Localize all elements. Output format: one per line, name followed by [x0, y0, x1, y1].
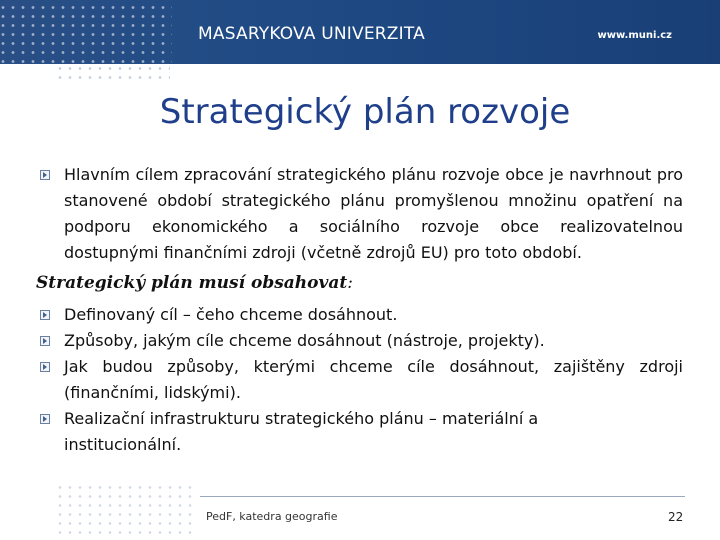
university-url: www.muni.cz — [597, 30, 672, 41]
list-item-text: Realizační infrastrukturu strategického plánu – materiální a institucionální. — [64, 409, 539, 454]
arrow-bullet-icon — [40, 170, 50, 180]
intro-text: Hlavním cílem zpracování strategického plánu rozvoje obce je navrhnout pro stanovené období strategického plánu promyšlenou množinu opatření na podporu ekonomického a sociálního rozvoje obce realizovatelnou dostupnými finančními zdroji (včetně zdrojů EU) pro toto období. — [64, 165, 683, 262]
list-item-text: Způsoby, jakým cíle chceme dosáhnout (nástroje, projekty). — [64, 331, 545, 350]
dot-pattern-lower — [55, 64, 170, 82]
list-item — [40, 354, 683, 406]
arrow-bullet-icon — [40, 336, 50, 346]
arrow-bullet-icon — [40, 310, 50, 320]
list-item — [40, 302, 683, 328]
list-item — [40, 406, 584, 458]
list-item — [40, 328, 683, 354]
list-item-text: Definovaný cíl – čeho chceme dosáhnout. — [64, 305, 398, 324]
arrow-bullet-icon — [40, 414, 50, 424]
footer-text: PedF, katedra geografie — [206, 510, 338, 523]
page-number: 22 — [668, 510, 684, 524]
footer-divider — [200, 496, 685, 497]
subheading — [36, 270, 683, 296]
subheading-text: Strategický plán musí obsahovat — [36, 273, 348, 293]
arrow-bullet-icon — [40, 362, 50, 372]
intro-paragraph — [40, 162, 683, 266]
university-name: MASARYKOVA UNIVERZITA — [198, 24, 425, 44]
slide-content — [36, 162, 683, 458]
footer-dot-pattern — [55, 483, 195, 540]
list-item-text: Jak budou způsoby, kterými chceme cíle dosáhnout, zajištěny zdroji (finančními, lidskými). — [64, 357, 683, 402]
subheading-colon: : — [347, 273, 353, 293]
slide-title: Strategický plán rozvoje — [159, 92, 571, 132]
